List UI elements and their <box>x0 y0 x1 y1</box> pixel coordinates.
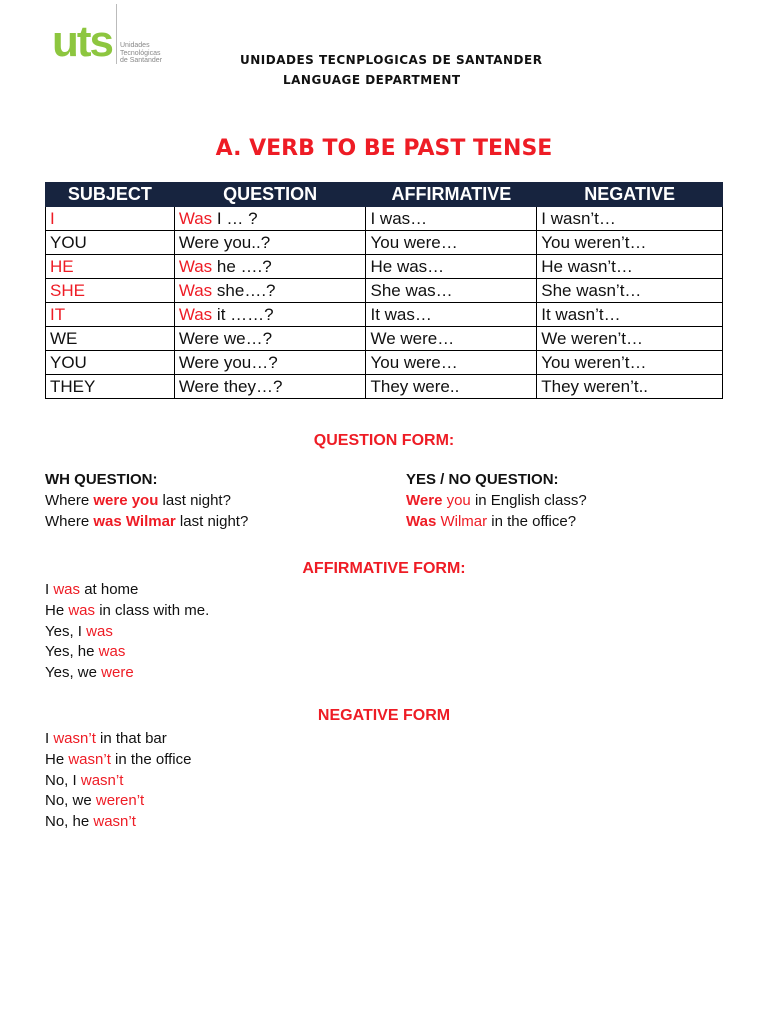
example-line <box>45 581 138 598</box>
verb-table <box>45 182 723 399</box>
yes-no-question-label: YES / NO QUESTION: <box>406 471 559 488</box>
example-line <box>45 664 134 681</box>
example-pre: No, we <box>45 792 96 810</box>
example-post: in the office <box>110 750 192 768</box>
affirmative-text: We were… <box>370 328 455 348</box>
affirmative-text: He was… <box>370 256 445 276</box>
wh-example-2-verb: was Wilmar <box>93 513 176 530</box>
question-rest: it ……? <box>212 304 274 324</box>
example-line <box>45 751 192 768</box>
cell-question <box>174 303 366 327</box>
cell-affirmative <box>366 255 537 279</box>
example-verb: wasn’t <box>80 771 124 789</box>
uts-logo <box>52 2 182 70</box>
subject-text: WE <box>50 328 78 348</box>
wh-example-1-pre: Where <box>45 492 94 509</box>
question-rest: she….? <box>212 280 276 300</box>
cell-subject <box>46 279 175 303</box>
table-row <box>46 327 723 351</box>
table-row <box>46 375 723 399</box>
table-header-row <box>46 183 723 207</box>
cell-negative <box>537 255 723 279</box>
yn-example-1-subject: you <box>442 492 471 509</box>
cell-question <box>174 375 366 399</box>
example-line <box>45 602 209 619</box>
cell-subject <box>46 255 175 279</box>
wh-example-1-verb: were you <box>93 492 159 509</box>
question-rest: Were you…? <box>178 352 278 372</box>
example-line <box>45 643 125 660</box>
page-title: A. VERB TO BE PAST TENSE <box>215 136 553 161</box>
example-pre: Yes, he <box>45 643 99 661</box>
example-pre: No, I <box>45 771 81 789</box>
example-verb: was <box>86 622 113 640</box>
cell-negative <box>537 279 723 303</box>
yn-example-1-verb: Were <box>406 492 443 509</box>
question-verb: Was <box>178 208 213 228</box>
affirmative-text: You were… <box>370 232 458 252</box>
cell-subject <box>46 303 175 327</box>
yn-example-1 <box>406 492 587 509</box>
cell-affirmative <box>366 375 537 399</box>
example-pre: I <box>45 581 54 598</box>
header-subject: SUBJECT <box>46 183 175 207</box>
cell-subject <box>46 231 175 255</box>
negative-text: They weren’t.. <box>541 376 649 396</box>
cell-question <box>174 279 366 303</box>
subject-text: YOU <box>50 232 87 252</box>
example-pre: I <box>45 730 54 747</box>
question-rest: Were we…? <box>178 328 273 348</box>
example-verb: were <box>101 664 134 682</box>
cell-affirmative <box>366 207 537 231</box>
question-rest: Were they…? <box>178 376 283 396</box>
yn-example-2-verb: Was <box>406 513 437 530</box>
subject-text: SHE <box>50 280 85 300</box>
department-name: LANGUAGE DEPARTMENT <box>283 73 461 87</box>
logo-divider <box>116 4 117 64</box>
example-verb: wasn’t <box>93 813 136 831</box>
subject-text: THEY <box>50 376 96 396</box>
table-body <box>46 207 723 399</box>
cell-negative <box>537 231 723 255</box>
header-negative: NEGATIVE <box>537 183 723 207</box>
cell-affirmative <box>366 279 537 303</box>
cell-subject <box>46 327 175 351</box>
cell-subject <box>46 375 175 399</box>
wh-example-2 <box>45 513 248 530</box>
example-line <box>45 813 136 830</box>
example-pre: Yes, we <box>45 664 102 682</box>
affirmative-text: She was… <box>370 280 453 300</box>
table-row <box>46 207 723 231</box>
subject-text: YOU <box>50 352 87 372</box>
cell-negative <box>537 375 723 399</box>
example-line <box>45 772 123 789</box>
cell-affirmative <box>366 351 537 375</box>
wh-example-1-post: last night? <box>158 492 231 509</box>
example-pre: He <box>45 750 69 768</box>
example-verb: weren’t <box>95 792 145 810</box>
header-question: QUESTION <box>174 183 366 207</box>
negative-text: You weren’t… <box>541 352 647 372</box>
cell-negative <box>537 303 723 327</box>
example-post: in that bar <box>95 730 167 747</box>
question-rest: he ….? <box>212 256 272 276</box>
cell-affirmative <box>366 231 537 255</box>
yn-example-1-post: in English class? <box>470 492 587 509</box>
example-verb: was <box>68 601 96 619</box>
table-row <box>46 303 723 327</box>
example-line <box>45 730 167 747</box>
negative-text: We weren’t… <box>541 328 643 348</box>
negative-form-heading: NEGATIVE FORM <box>317 707 451 724</box>
negative-text: I wasn’t… <box>541 208 616 228</box>
example-pre: He <box>45 601 69 619</box>
question-verb: Was <box>178 304 213 324</box>
cell-affirmative <box>366 327 537 351</box>
logo-subtitle: Unidades Tecnológicas de Santander <box>120 42 163 64</box>
negative-text: She wasn’t… <box>541 280 642 300</box>
table-row <box>46 231 723 255</box>
cell-negative <box>537 207 723 231</box>
cell-subject <box>46 351 175 375</box>
example-post: in class with me. <box>95 601 210 619</box>
example-line <box>45 792 144 809</box>
yn-example-2-post: in the office? <box>487 513 577 530</box>
question-rest: Were you..? <box>178 232 271 252</box>
example-verb: wasn’t <box>53 730 96 747</box>
cell-negative <box>537 351 723 375</box>
subject-text: I <box>50 208 55 228</box>
yn-example-2-subject: Wilmar <box>436 513 488 530</box>
table-row <box>46 279 723 303</box>
negative-text: It wasn’t… <box>541 304 621 324</box>
example-line <box>45 623 113 640</box>
institution-name: UNIDADES TECNPLOGICAS DE SANTANDER <box>240 53 543 67</box>
table-row <box>46 351 723 375</box>
affirmative-text: It was… <box>370 304 432 324</box>
negative-text: You weren’t… <box>541 232 647 252</box>
subject-text: IT <box>50 304 66 324</box>
affirmative-text: I was… <box>370 208 428 228</box>
example-verb: was <box>98 643 126 661</box>
cell-negative <box>537 327 723 351</box>
affirmative-form-heading: AFFIRMATIVE FORM: <box>302 560 466 577</box>
subject-text: HE <box>50 256 74 276</box>
cell-question <box>174 207 366 231</box>
example-verb: wasn’t <box>68 750 111 768</box>
example-verb: was <box>53 581 81 598</box>
table-row <box>46 255 723 279</box>
question-form-heading: QUESTION FORM: <box>313 432 455 449</box>
affirmative-text: They were.. <box>370 376 460 396</box>
negative-text: He wasn’t… <box>541 256 633 276</box>
cell-question <box>174 327 366 351</box>
question-verb: Was <box>178 280 213 300</box>
cell-affirmative <box>366 303 537 327</box>
logo-wordmark: uts <box>52 17 112 66</box>
yn-example-2 <box>406 513 576 530</box>
cell-question <box>174 231 366 255</box>
example-post: at home <box>80 581 139 598</box>
wh-example-1 <box>45 492 231 509</box>
wh-example-2-post: last night? <box>175 513 249 530</box>
question-rest: I … ? <box>212 208 258 228</box>
example-pre: Yes, I <box>45 622 87 640</box>
wh-example-2-pre: Where <box>45 513 94 530</box>
cell-question <box>174 351 366 375</box>
header-affirmative: AFFIRMATIVE <box>366 183 537 207</box>
cell-question <box>174 255 366 279</box>
cell-subject <box>46 207 175 231</box>
example-pre: No, he <box>45 813 94 831</box>
affirmative-text: You were… <box>370 352 458 372</box>
wh-question-label: WH QUESTION: <box>45 471 158 488</box>
question-verb: Was <box>178 256 213 276</box>
